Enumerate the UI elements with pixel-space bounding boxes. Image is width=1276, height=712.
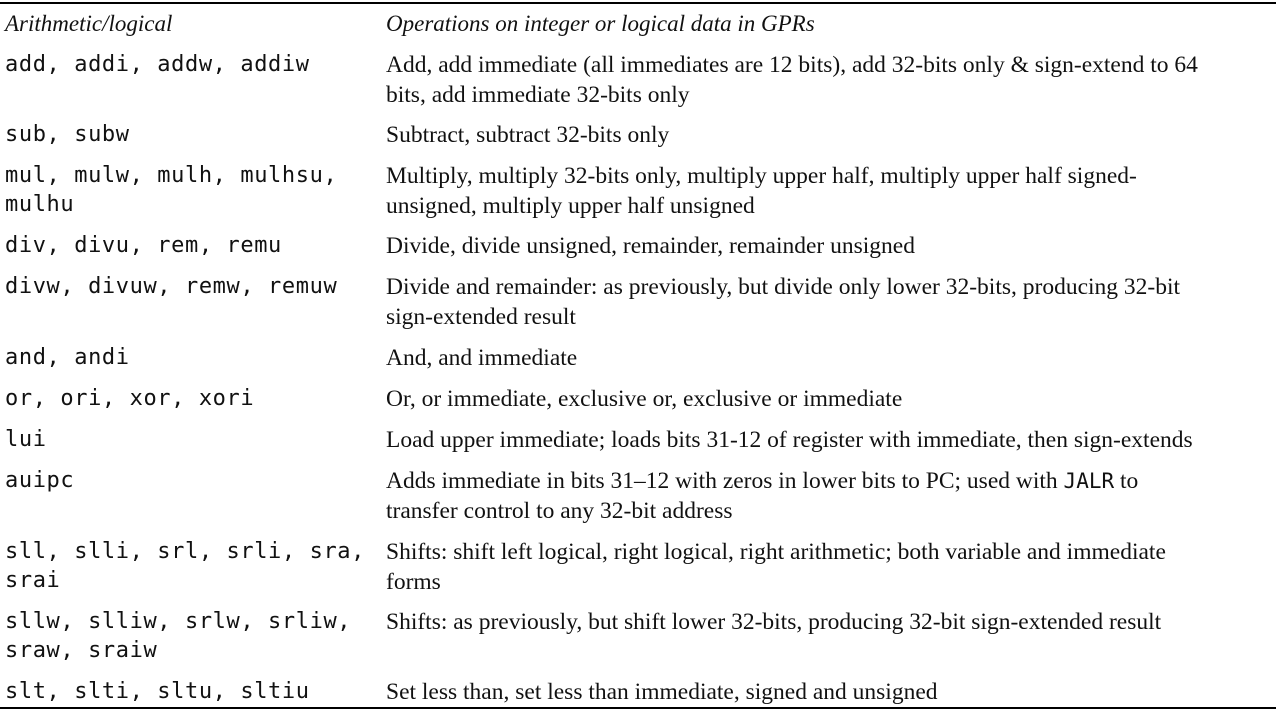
instruction-line: srai [5,568,61,593]
instruction-cell [5,466,375,495]
instruction-cell [5,677,375,706]
description-line: transfer control to any 32-bit address [386,498,733,524]
instruction-cell [5,384,375,413]
description-cell [386,120,1274,150]
description-line: Set less than, set less than immediate, signed and unsigned [386,679,938,705]
description-line: Subtract, subtract 32-bits only [386,122,670,148]
table-bottom-rule [0,707,1276,709]
instruction-line: or, ori, xor, xori [5,386,255,411]
instruction-line: mul, mulw, mulh, mulhsu, [5,163,338,188]
description-text: Adds immediate in bits 31–12 with zeros in lower bits to PC; used with [386,468,1064,494]
description-cell [386,231,1274,261]
description-line: Add, add immediate (all immediates are 12 bits), add 32-bits only & sign-extend to 64 [386,52,1198,78]
description-cell [386,161,1274,221]
instruction-cell [5,607,375,665]
description-line: forms [386,569,441,595]
description-cell [386,50,1274,110]
description-line: Multiply, multiply 32-bits only, multiply upper half, multiply upper half signed- [386,163,1137,189]
description-line: Divide, divide unsigned, remainder, remainder unsigned [386,233,915,259]
description-cell [386,607,1274,637]
instruction-cell [5,425,375,454]
instruction-cell [5,120,375,149]
table-top-rule [0,2,1276,4]
description-cell [386,466,1274,526]
instruction-cell [5,537,375,595]
description-text: to [1114,468,1139,494]
instruction-line: div, divu, rem, remu [5,233,282,258]
description-cell [386,537,1274,597]
description-line: bits, add immediate 32-bits only [386,82,690,108]
description-cell [386,343,1274,373]
instruction-cell [5,231,375,260]
instruction-line: lui [5,427,47,452]
instruction-line: auipc [5,468,75,493]
instruction-cell [5,161,375,219]
description-line: Or, or immediate, exclusive or, exclusive or immediate [386,386,903,412]
description-line [386,466,1274,496]
description-line: sign-extended result [386,304,576,330]
description-line: Shifts: shift left logical, right logical, right arithmetic; both variable and immediate [386,539,1166,565]
description-cell [386,677,1274,707]
description-line: Shifts: as previously, but shift lower 32-bits, producing 32-bit sign-extended result [386,609,1162,635]
description-cell [386,425,1274,455]
instruction-line: mulhu [5,192,75,217]
instruction-line: sub, subw [5,122,130,147]
instruction-cell [5,343,375,372]
header-right: Operations on integer or logical data in GPRs [386,11,815,36]
description-line: And, and immediate [386,345,578,371]
header-left: Arithmetic/logical [5,11,173,36]
instruction-cell [5,50,375,79]
instruction-line: sraw, sraiw [5,638,158,663]
instruction-cell [5,272,375,301]
description-line: Divide and remainder: as previously, but divide only lower 32-bits, producing 32-bit [386,274,1181,300]
description-cell [386,272,1274,332]
jalr-code: JALR [1063,469,1115,493]
instruction-line: add, addi, addw, addiw [5,52,310,77]
instruction-line: divw, divuw, remw, remuw [5,274,338,299]
instruction-line: sllw, slliw, srlw, srliw, [5,609,352,634]
description-cell [386,384,1274,414]
instruction-line: slt, slti, sltu, sltiu [5,679,310,704]
instruction-line: sll, slli, srl, srli, sra, [5,539,365,564]
description-line: Load upper immediate; loads bits 31-12 of register with immediate, then sign-extends [386,427,1193,453]
instruction-line: and, andi [5,345,130,370]
description-line: unsigned, multiply upper half unsigned [386,193,755,219]
